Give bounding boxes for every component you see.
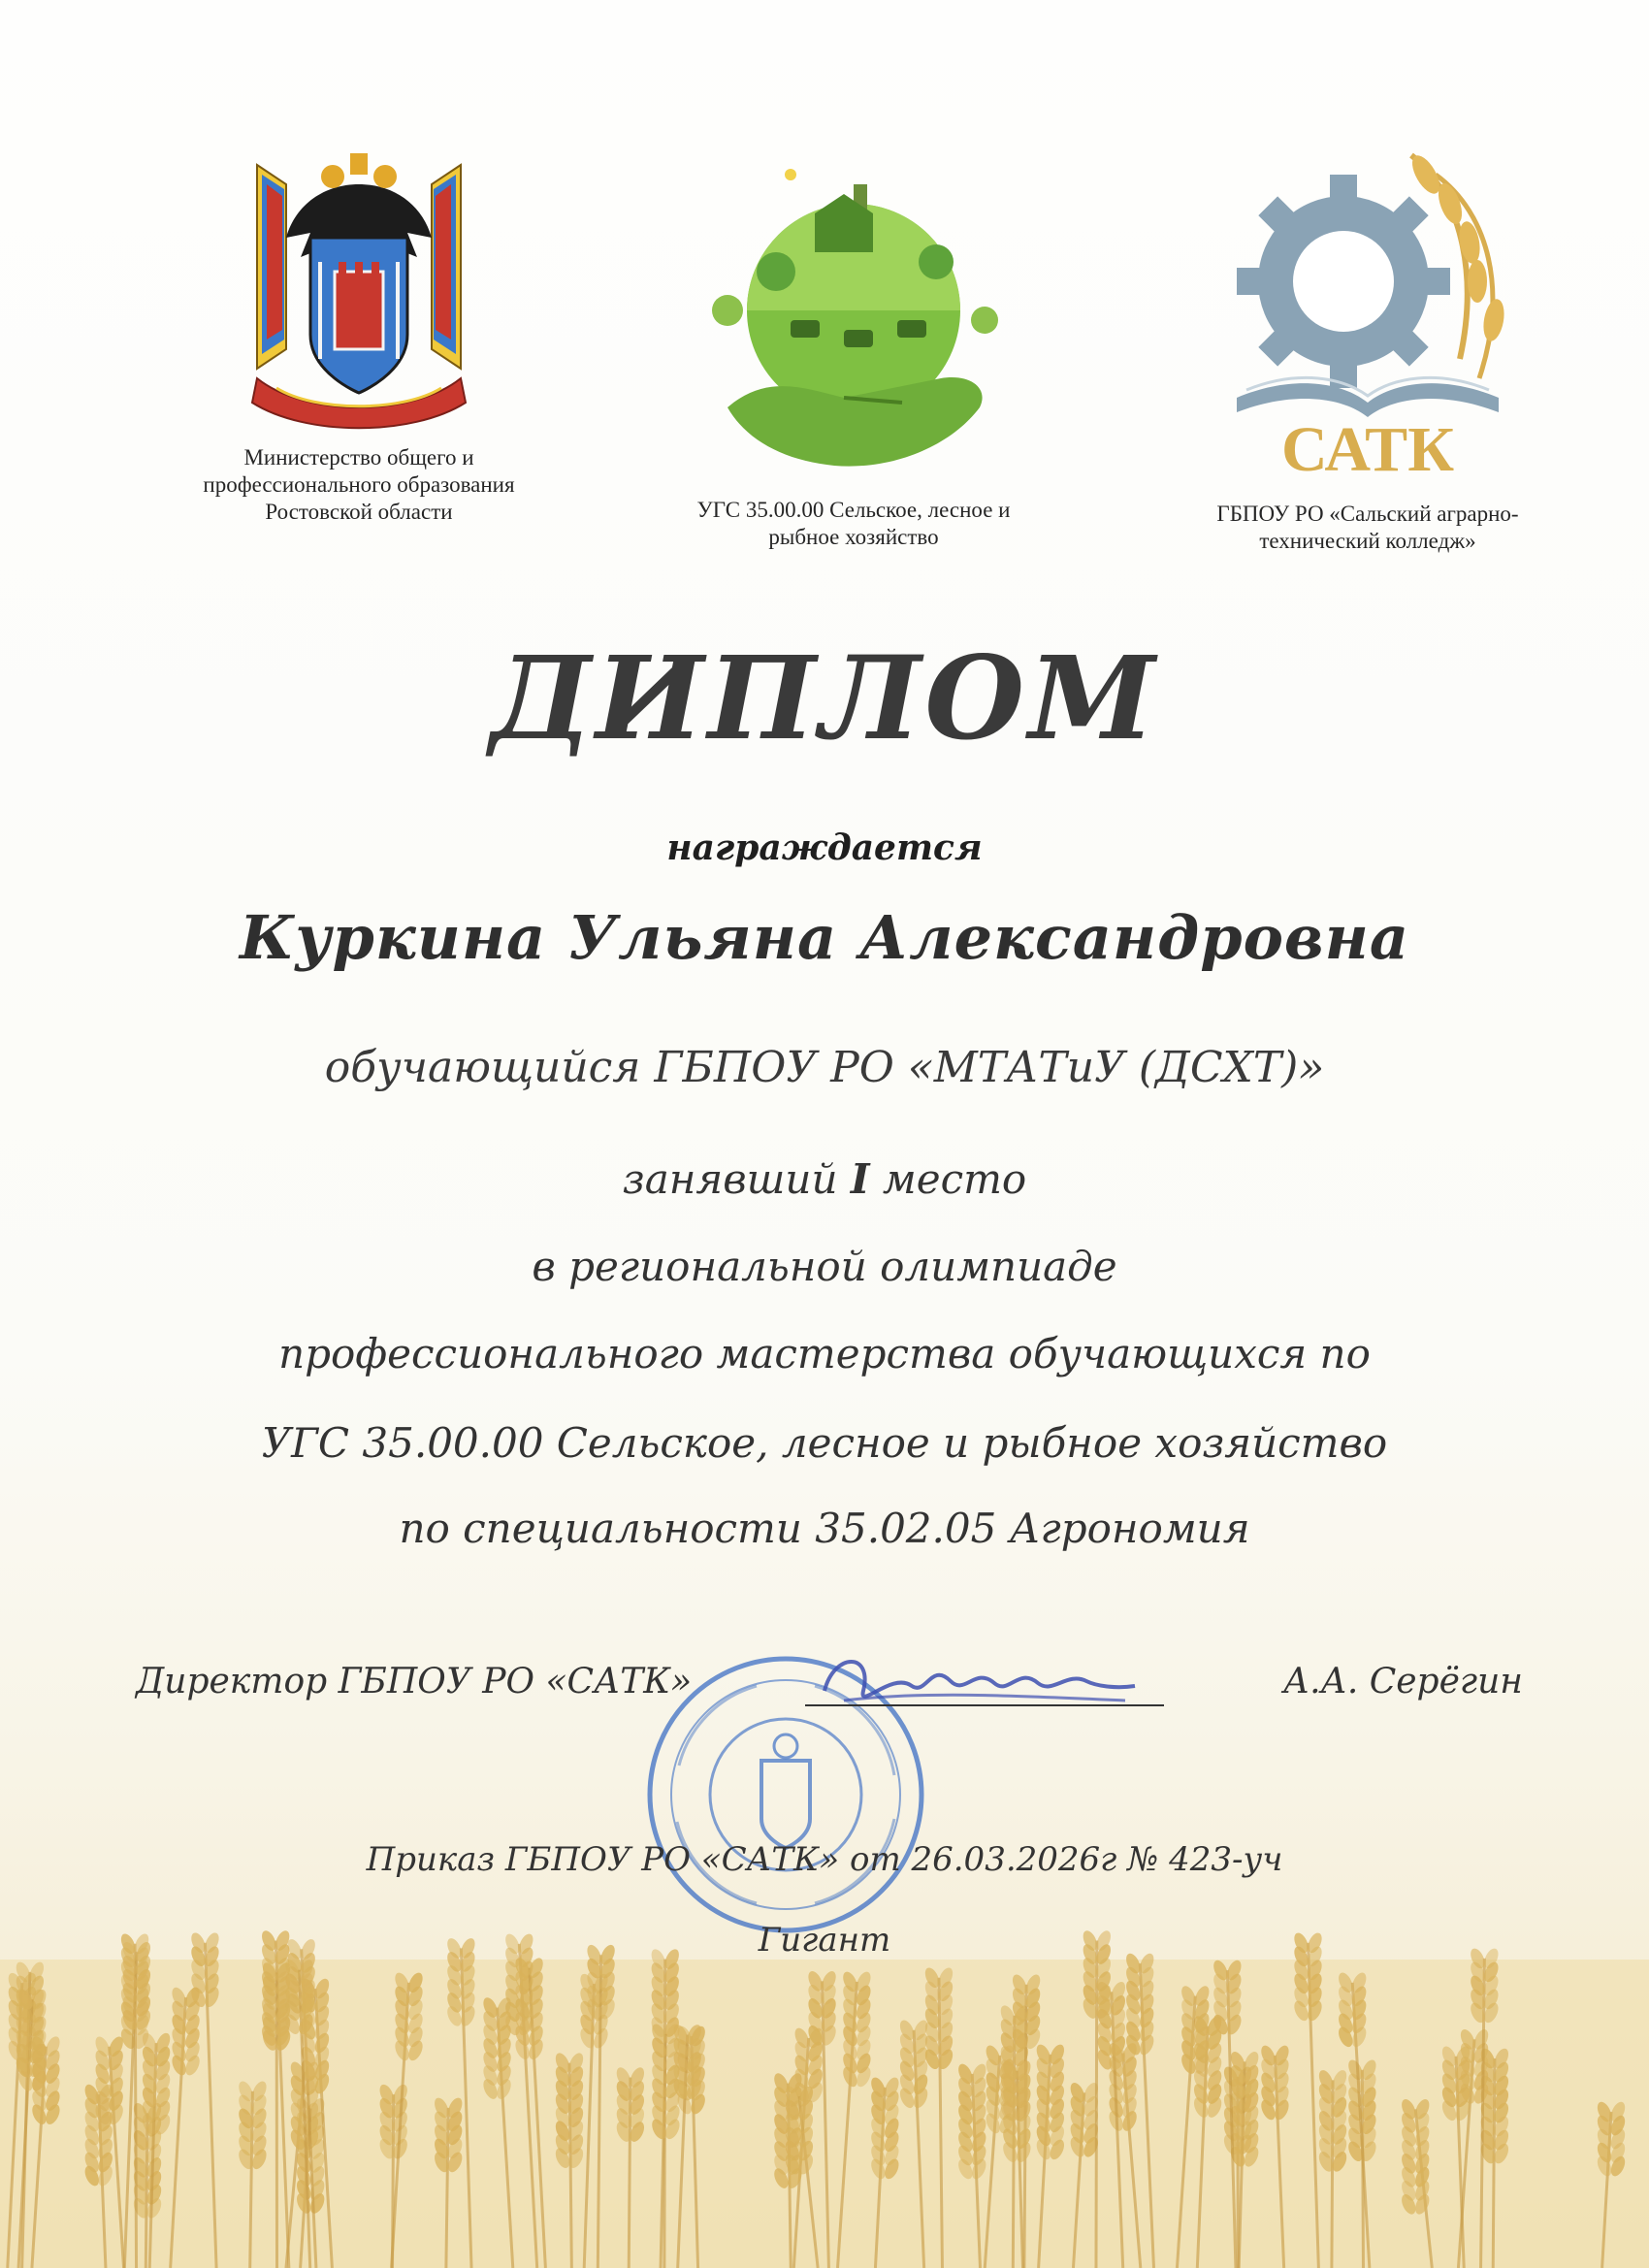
awarded-label: награждается xyxy=(666,827,983,868)
recipient-name: Куркина Ульяна Александровна xyxy=(239,902,1410,973)
specialty-line: по специальности 35.02.05 Агрономия xyxy=(399,1505,1250,1552)
skill-line: профессионального мастерства обучающихся по xyxy=(278,1330,1371,1377)
order-line: Приказ ГБПОУ РО «САТК» от 26.03.2026г № 423-уч xyxy=(366,1840,1283,1879)
ministry-caption-line: профессионального образования xyxy=(203,472,515,497)
ugs-caption-line: рыбное хозяйство xyxy=(768,525,939,549)
ugs-line: УГС 35.00.00 Сельское, лесное и рыбное хозяйство xyxy=(261,1419,1388,1467)
ugs-caption xyxy=(640,497,1067,551)
college-caption-line: технический колледж» xyxy=(1259,529,1476,553)
place-value: I xyxy=(850,1155,870,1203)
agriculture-globe-hand-icon xyxy=(698,165,1009,485)
signature-icon xyxy=(805,1633,1154,1730)
ugs-logo-block xyxy=(640,165,1067,551)
ministry-caption-line: Ростовской области xyxy=(265,500,453,524)
place-prefix: занявший xyxy=(622,1155,851,1203)
coat-of-arms-icon xyxy=(218,146,500,437)
college-caption-line: ГБПОУ РО «Сальский аграрно- xyxy=(1216,502,1519,526)
student-of-line: обучающийся ГБПОУ РО «МТАТиУ (ДСХТ)» xyxy=(324,1043,1325,1092)
director-name: А.А. Серёгин xyxy=(1282,1662,1523,1701)
wheat-field-icon xyxy=(0,1901,1649,2268)
diploma-title: ДИПЛОМ xyxy=(490,631,1159,765)
place-suffix: место xyxy=(869,1155,1027,1203)
college-logo-text: САТК xyxy=(1280,414,1455,485)
ministry-logo-block xyxy=(155,146,563,526)
ministry-caption xyxy=(155,444,563,526)
ministry-caption-line: Министерство общего и xyxy=(243,445,474,470)
director-label: Директор ГБПОУ РО «САТК» xyxy=(136,1662,693,1701)
college-logo-block xyxy=(1174,136,1562,555)
gear-wheat-book-icon xyxy=(1217,136,1518,495)
ugs-caption-line: УГС 35.00.00 Сельское, лесное и xyxy=(696,498,1011,522)
college-caption xyxy=(1174,501,1562,555)
city-name: Гигант xyxy=(758,1921,891,1960)
place-line xyxy=(0,1152,1649,1207)
olympiad-line: в региональной олимпиаде xyxy=(532,1243,1117,1290)
